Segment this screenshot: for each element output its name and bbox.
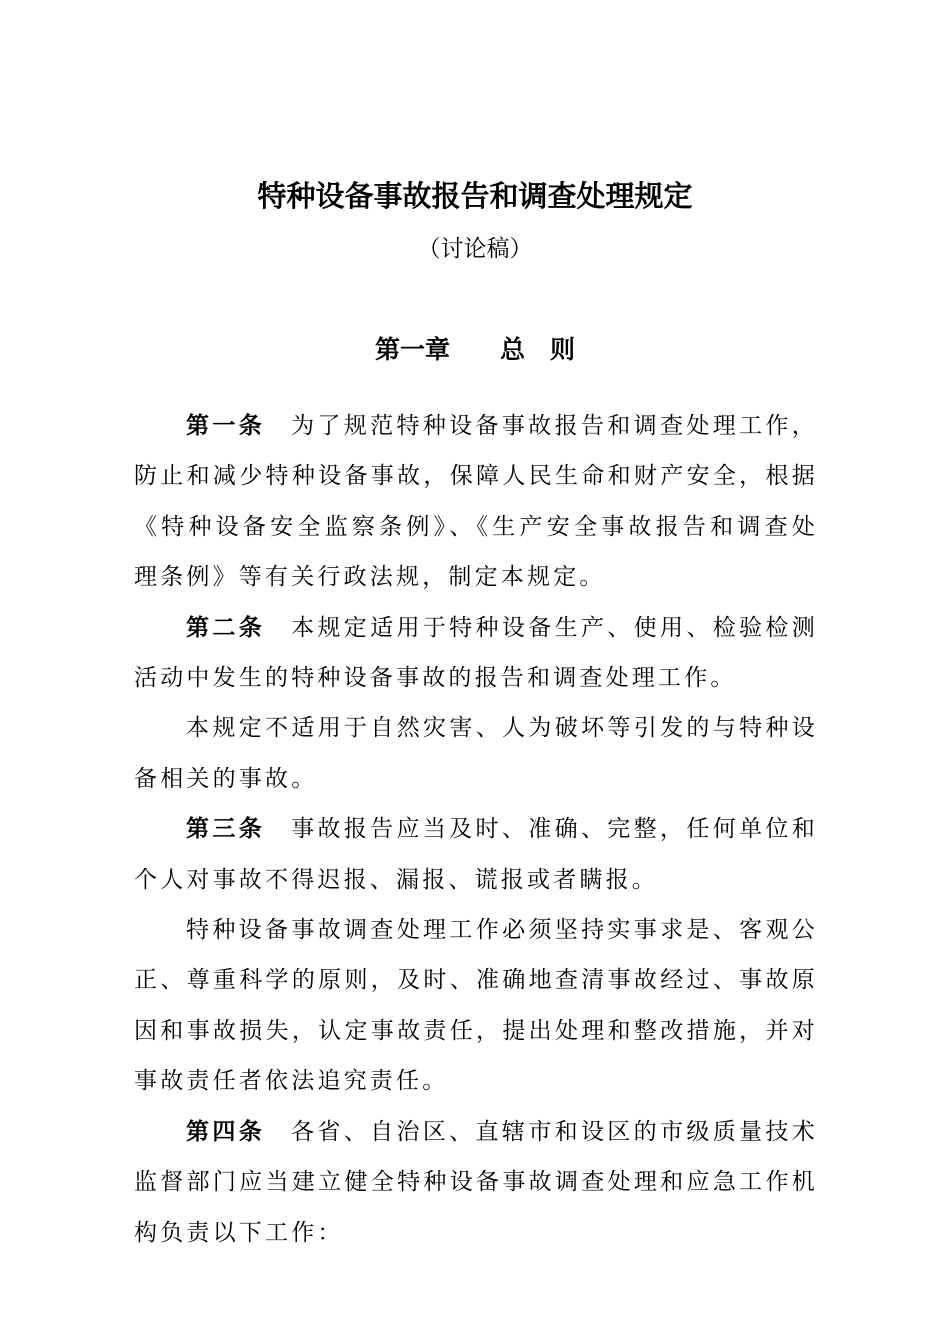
chapter-name: 总 则 [500, 335, 576, 364]
article-number: 第三条 [186, 816, 266, 843]
article-2-paragraph-2: 本规定不适用于自然灾害、人为破坏等引发的与特种设备相关的事故。 [134, 715, 818, 792]
article-3-paragraph-2: 特种设备事故调查处理工作必须坚持实事求是、客观公正、尊重科学的原则，及时、准确地查清事故经过、事故原因和事故损失，认定事故责任，提出处理和整改措施，并对事故责任者依法追究责任。 [134, 917, 818, 1095]
document-body [134, 401, 818, 1258]
article-text: 事故报告应当及时、准确、完整，任何单位和个人对事故不得迟报、漏报、谎报或者瞒报。 [134, 816, 818, 893]
article-1 [134, 401, 818, 603]
article-4 [134, 1107, 818, 1258]
article-text: 为了规范特种设备事故报告和调查处理工作，防止和减少特种设备事故，保障人民生命和财产安全，根据《特种设备安全监察条例》、《生产安全事故报告和调查处理条例》等有关行政法规，制定本规定。 [134, 413, 818, 591]
document-subtitle: （讨论稿） [417, 236, 533, 262]
article-text: 各省、自治区、直辖市和设区的市级质量技术监督部门应当建立健全特种设备事故调查处理和应急工作机构负责以下工作： [134, 1118, 818, 1246]
article-2 [134, 603, 818, 704]
article-number: 第四条 [186, 1118, 266, 1145]
chapter-number: 第一章 [374, 335, 450, 364]
article-text: 本规定适用于特种设备生产、使用、检验检测活动中发生的特种设备事故的报告和调查处理工作。 [134, 614, 818, 692]
article-3 [134, 804, 818, 905]
article-number: 第一条 [186, 413, 266, 439]
document-title: 特种设备事故报告和调查处理规定 [257, 179, 693, 213]
article-number: 第二条 [186, 614, 266, 641]
chapter-heading [0, 330, 950, 370]
